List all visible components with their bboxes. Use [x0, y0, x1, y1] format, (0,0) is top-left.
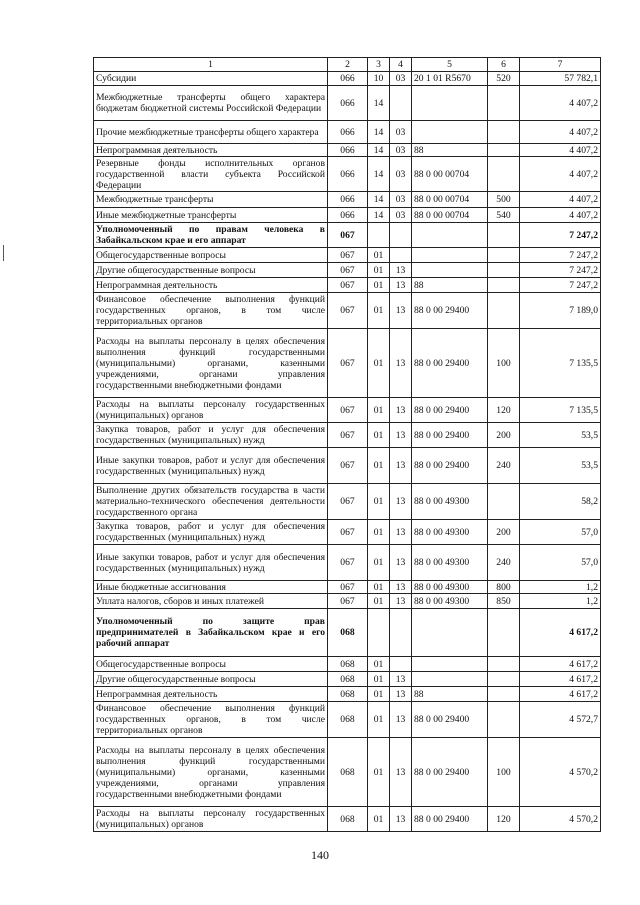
row-code-cell: 4 407,2 — [520, 144, 601, 157]
row-code-cell: 88 0 00 49300 — [412, 594, 488, 609]
table-row — [94, 484, 601, 520]
row-code-cell: 03 — [390, 157, 412, 192]
row-code-cell: 067 — [328, 263, 368, 278]
row-code-cell — [488, 86, 520, 121]
row-code-cell: 14 — [368, 192, 390, 208]
row-code-cell — [488, 263, 520, 278]
row-code-cell: 4 617,2 — [520, 687, 601, 702]
row-code-cell: 067 — [328, 329, 368, 398]
header-cell: 7 — [520, 58, 601, 72]
row-code-cell: 14 — [368, 86, 390, 121]
row-code-cell: 067 — [328, 278, 368, 293]
row-code-cell: 067 — [328, 484, 368, 520]
row-code-cell — [488, 609, 520, 657]
row-code-cell: 88 0 00 29400 — [412, 738, 488, 807]
row-name-cell: Расходы на выплаты персоналу государственных (муниципальных) органов — [94, 398, 328, 423]
row-code-cell: 01 — [368, 398, 390, 423]
row-code-cell: 4 407,2 — [520, 157, 601, 192]
row-code-cell: 540 — [488, 208, 520, 223]
row-code-cell: 067 — [328, 520, 368, 545]
row-code-cell: 88 0 00 29400 — [412, 702, 488, 738]
row-code-cell: 066 — [328, 208, 368, 223]
row-name-cell: Финансовое обеспечение выполнения функций государственных органов, в том числе территориальных органов — [94, 293, 328, 329]
row-code-cell: 03 — [390, 72, 412, 86]
row-name-cell: Непрограммная деятельность — [94, 687, 328, 702]
table-row — [94, 157, 601, 192]
row-code-cell: 13 — [390, 484, 412, 520]
row-code-cell: 01 — [368, 738, 390, 807]
row-code-cell: 88 0 00 29400 — [412, 398, 488, 423]
page-number: 140 — [311, 848, 329, 862]
row-code-cell: 13 — [390, 423, 412, 448]
row-code-cell — [488, 278, 520, 293]
row-code-cell: 01 — [368, 581, 390, 594]
row-code-cell — [412, 657, 488, 672]
row-code-cell: 13 — [390, 278, 412, 293]
row-code-cell: 88 0 00 49300 — [412, 484, 488, 520]
table-row — [94, 278, 601, 293]
header-row — [94, 58, 601, 72]
row-name-cell: Уполномоченный по защите прав предпринимателей в Забайкальском крае и его рабочий аппарат — [94, 609, 328, 657]
row-name-cell: Закупка товаров, работ и услуг для обеспечения государственных (муниципальных) нужд — [94, 423, 328, 448]
table-row — [94, 807, 601, 832]
row-code-cell: 067 — [328, 448, 368, 484]
row-code-cell: 7 247,2 — [520, 248, 601, 263]
row-code-cell: 4 570,2 — [520, 738, 601, 807]
row-code-cell: 01 — [368, 520, 390, 545]
header-cell: 4 — [390, 58, 412, 72]
row-code-cell — [412, 609, 488, 657]
row-code-cell: 068 — [328, 702, 368, 738]
row-code-cell: 13 — [390, 293, 412, 329]
header-cell: 5 — [412, 58, 488, 72]
row-name-cell: Расходы на выплаты персоналу в целях обеспечения выполнения функций государственными (муниципальными) органами, казенными учреждениями, органами управления государственными внебюджетными фондами — [94, 329, 328, 398]
row-code-cell: 88 — [412, 687, 488, 702]
table-body — [94, 58, 601, 832]
row-code-cell: 500 — [488, 192, 520, 208]
table-row — [94, 144, 601, 157]
row-code-cell — [390, 223, 412, 248]
row-code-cell: 53,5 — [520, 423, 601, 448]
row-code-cell: 066 — [328, 72, 368, 86]
row-code-cell: 120 — [488, 398, 520, 423]
row-name-cell: Межбюджетные трансферты — [94, 192, 328, 208]
row-code-cell: 7 247,2 — [520, 278, 601, 293]
table-row — [94, 657, 601, 672]
row-code-cell: 100 — [488, 329, 520, 398]
row-code-cell: 88 0 00 00704 — [412, 208, 488, 223]
table-row — [94, 448, 601, 484]
row-code-cell: 01 — [368, 448, 390, 484]
row-code-cell: 13 — [390, 329, 412, 398]
row-code-cell: 88 0 00 49300 — [412, 581, 488, 594]
row-code-cell — [412, 86, 488, 121]
row-code-cell: 57,0 — [520, 520, 601, 545]
row-name-cell: Общегосударственные вопросы — [94, 657, 328, 672]
row-code-cell: 7 135,5 — [520, 398, 601, 423]
row-code-cell: 14 — [368, 157, 390, 192]
row-name-cell: Иные закупки товаров, работ и услуг для обеспечения государственных (муниципальных) нужд — [94, 545, 328, 581]
table-row — [94, 609, 601, 657]
table-row — [94, 687, 601, 702]
row-code-cell: 01 — [368, 293, 390, 329]
row-code-cell: 068 — [328, 807, 368, 832]
row-name-cell: Резервные фонды исполнительных органов государственной власти субъекта Российской Федерации — [94, 157, 328, 192]
row-code-cell: 88 0 00 49300 — [412, 545, 488, 581]
row-code-cell: 13 — [390, 263, 412, 278]
row-code-cell: 4 617,2 — [520, 609, 601, 657]
row-code-cell: 1,2 — [520, 594, 601, 609]
row-name-cell: Субсидии — [94, 72, 328, 86]
row-code-cell: 068 — [328, 672, 368, 687]
row-code-cell: 03 — [390, 192, 412, 208]
row-name-cell: Прочие межбюджетные трансферты общего характера — [94, 121, 328, 144]
row-code-cell: 01 — [368, 702, 390, 738]
row-code-cell: 88 — [412, 144, 488, 157]
row-code-cell: 13 — [390, 448, 412, 484]
row-code-cell — [488, 248, 520, 263]
row-code-cell: 4 407,2 — [520, 86, 601, 121]
table-row — [94, 121, 601, 144]
row-code-cell — [368, 223, 390, 248]
row-code-cell — [488, 144, 520, 157]
row-code-cell: 01 — [368, 484, 390, 520]
row-code-cell: 13 — [390, 398, 412, 423]
row-code-cell: 14 — [368, 144, 390, 157]
row-code-cell: 01 — [368, 687, 390, 702]
row-code-cell: 13 — [390, 807, 412, 832]
row-name-cell: Финансовое обеспечение выполнения функций государственных органов, в том числе территориальных органов — [94, 702, 328, 738]
row-code-cell: 88 0 00 29400 — [412, 293, 488, 329]
row-code-cell: 066 — [328, 121, 368, 144]
row-code-cell: 120 — [488, 807, 520, 832]
row-code-cell: 57,0 — [520, 545, 601, 581]
row-code-cell: 7 189,0 — [520, 293, 601, 329]
row-code-cell: 03 — [390, 144, 412, 157]
row-code-cell: 068 — [328, 657, 368, 672]
row-code-cell: 067 — [328, 594, 368, 609]
row-code-cell: 88 0 00 29400 — [412, 423, 488, 448]
row-code-cell: 13 — [390, 545, 412, 581]
table-row — [94, 672, 601, 687]
row-code-cell: 13 — [390, 687, 412, 702]
row-code-cell: 200 — [488, 520, 520, 545]
row-code-cell: 067 — [328, 293, 368, 329]
header-cell: 2 — [328, 58, 368, 72]
table-row — [94, 72, 601, 86]
table-row — [94, 738, 601, 807]
table-row — [94, 293, 601, 329]
row-name-cell: Расходы на выплаты персоналу государственных (муниципальных) органов — [94, 807, 328, 832]
row-code-cell: 067 — [328, 248, 368, 263]
row-name-cell: Непрограммная деятельность — [94, 144, 328, 157]
row-code-cell — [488, 223, 520, 248]
table-row — [94, 398, 601, 423]
row-code-cell: 88 0 00 29400 — [412, 448, 488, 484]
table-row — [94, 423, 601, 448]
row-code-cell — [368, 609, 390, 657]
row-code-cell: 01 — [368, 594, 390, 609]
row-code-cell: 14 — [368, 121, 390, 144]
row-code-cell: 066 — [328, 192, 368, 208]
row-code-cell: 066 — [328, 86, 368, 121]
row-name-cell: Расходы на выплаты персоналу в целях обеспечения выполнения функций государственными (муниципальными) органами, казенными учреждениями, органами управления государственными внебюджетными фондами — [94, 738, 328, 807]
row-code-cell: 58,2 — [520, 484, 601, 520]
row-code-cell: 01 — [368, 672, 390, 687]
row-name-cell: Иные межбюджетные трансферты — [94, 208, 328, 223]
row-code-cell: 066 — [328, 144, 368, 157]
header-cell: 1 — [94, 58, 328, 72]
row-code-cell: 067 — [328, 545, 368, 581]
row-code-cell: 4 617,2 — [520, 657, 601, 672]
row-code-cell: 4 617,2 — [520, 672, 601, 687]
row-code-cell: 01 — [368, 278, 390, 293]
row-code-cell: 4 572,7 — [520, 702, 601, 738]
table-row — [94, 192, 601, 208]
scan-mark — [3, 245, 4, 261]
header-cell: 3 — [368, 58, 390, 72]
row-code-cell: 13 — [390, 520, 412, 545]
row-code-cell: 066 — [328, 157, 368, 192]
row-code-cell: 800 — [488, 581, 520, 594]
row-code-cell — [390, 657, 412, 672]
table-row — [94, 329, 601, 398]
table-row — [94, 263, 601, 278]
row-code-cell: 01 — [368, 423, 390, 448]
row-code-cell: 240 — [488, 545, 520, 581]
row-code-cell — [412, 248, 488, 263]
row-name-cell: Другие общегосударственные вопросы — [94, 263, 328, 278]
row-code-cell — [488, 687, 520, 702]
table-row — [94, 86, 601, 121]
table-row — [94, 520, 601, 545]
row-code-cell — [488, 293, 520, 329]
row-code-cell: 7 135,5 — [520, 329, 601, 398]
row-code-cell: 88 — [412, 278, 488, 293]
row-name-cell: Иные бюджетные ассигнования — [94, 581, 328, 594]
row-name-cell: Непрограммная деятельность — [94, 278, 328, 293]
row-code-cell: 13 — [390, 581, 412, 594]
row-code-cell: 4 407,2 — [520, 208, 601, 223]
row-code-cell: 520 — [488, 72, 520, 86]
row-name-cell: Уплата налогов, сборов и иных платежей — [94, 594, 328, 609]
row-code-cell: 01 — [368, 545, 390, 581]
row-code-cell: 03 — [390, 121, 412, 144]
row-code-cell: 88 0 00 29400 — [412, 807, 488, 832]
row-code-cell: 10 — [368, 72, 390, 86]
row-name-cell: Иные закупки товаров, работ и услуг для обеспечения государственных (муниципальных) нужд — [94, 448, 328, 484]
row-name-cell: Уполномоченный по правам человека в Забайкальском крае и его аппарат — [94, 223, 328, 248]
row-code-cell: 01 — [368, 807, 390, 832]
row-code-cell: 068 — [328, 609, 368, 657]
row-code-cell: 13 — [390, 738, 412, 807]
row-code-cell: 88 0 00 00704 — [412, 157, 488, 192]
row-code-cell: 57 782,1 — [520, 72, 601, 86]
row-code-cell: 067 — [328, 398, 368, 423]
row-code-cell — [412, 672, 488, 687]
row-code-cell: 7 247,2 — [520, 223, 601, 248]
row-code-cell: 067 — [328, 223, 368, 248]
row-code-cell: 88 0 00 00704 — [412, 192, 488, 208]
row-code-cell — [412, 263, 488, 278]
row-code-cell — [488, 121, 520, 144]
row-name-cell: Другие общегосударственные вопросы — [94, 672, 328, 687]
row-code-cell: 13 — [390, 594, 412, 609]
row-code-cell: 01 — [368, 657, 390, 672]
row-code-cell — [412, 223, 488, 248]
row-code-cell — [488, 657, 520, 672]
row-code-cell: 100 — [488, 738, 520, 807]
table-row — [94, 248, 601, 263]
row-code-cell: 068 — [328, 687, 368, 702]
row-code-cell: 88 0 00 29400 — [412, 329, 488, 398]
row-code-cell: 240 — [488, 448, 520, 484]
row-code-cell: 1,2 — [520, 581, 601, 594]
row-code-cell: 067 — [328, 423, 368, 448]
table-row — [94, 208, 601, 223]
row-code-cell: 01 — [368, 329, 390, 398]
row-code-cell — [390, 86, 412, 121]
row-name-cell: Общегосударственные вопросы — [94, 248, 328, 263]
row-code-cell: 01 — [368, 263, 390, 278]
row-code-cell: 14 — [368, 208, 390, 223]
row-code-cell: 067 — [328, 581, 368, 594]
row-name-cell: Закупка товаров, работ и услуг для обеспечения государственных (муниципальных) нужд — [94, 520, 328, 545]
table-row — [94, 702, 601, 738]
row-code-cell: 03 — [390, 208, 412, 223]
row-code-cell — [488, 672, 520, 687]
row-code-cell — [488, 484, 520, 520]
header-cell: 6 — [488, 58, 520, 72]
table-row — [94, 545, 601, 581]
row-code-cell — [412, 121, 488, 144]
row-code-cell: 850 — [488, 594, 520, 609]
row-code-cell: 20 1 01 R5670 — [412, 72, 488, 86]
row-code-cell — [390, 248, 412, 263]
row-name-cell: Межбюджетные трансферты общего характера бюджетам бюджетной системы Российской Федерации — [94, 86, 328, 121]
row-code-cell — [488, 702, 520, 738]
row-code-cell: 200 — [488, 423, 520, 448]
table-row — [94, 581, 601, 594]
row-code-cell: 068 — [328, 738, 368, 807]
row-code-cell: 4 407,2 — [520, 121, 601, 144]
budget-table — [93, 57, 601, 832]
row-code-cell: 7 247,2 — [520, 263, 601, 278]
row-code-cell: 13 — [390, 702, 412, 738]
row-name-cell: Выполнение других обязательств государства в части материально-технического обеспечения деятельности государственного органа — [94, 484, 328, 520]
row-code-cell: 53,5 — [520, 448, 601, 484]
row-code-cell: 4 570,2 — [520, 807, 601, 832]
row-code-cell: 13 — [390, 672, 412, 687]
row-code-cell: 01 — [368, 248, 390, 263]
row-code-cell: 4 407,2 — [520, 192, 601, 208]
row-code-cell: 88 0 00 49300 — [412, 520, 488, 545]
row-code-cell — [390, 609, 412, 657]
row-code-cell — [488, 157, 520, 192]
table-row — [94, 594, 601, 609]
table-row — [94, 223, 601, 248]
